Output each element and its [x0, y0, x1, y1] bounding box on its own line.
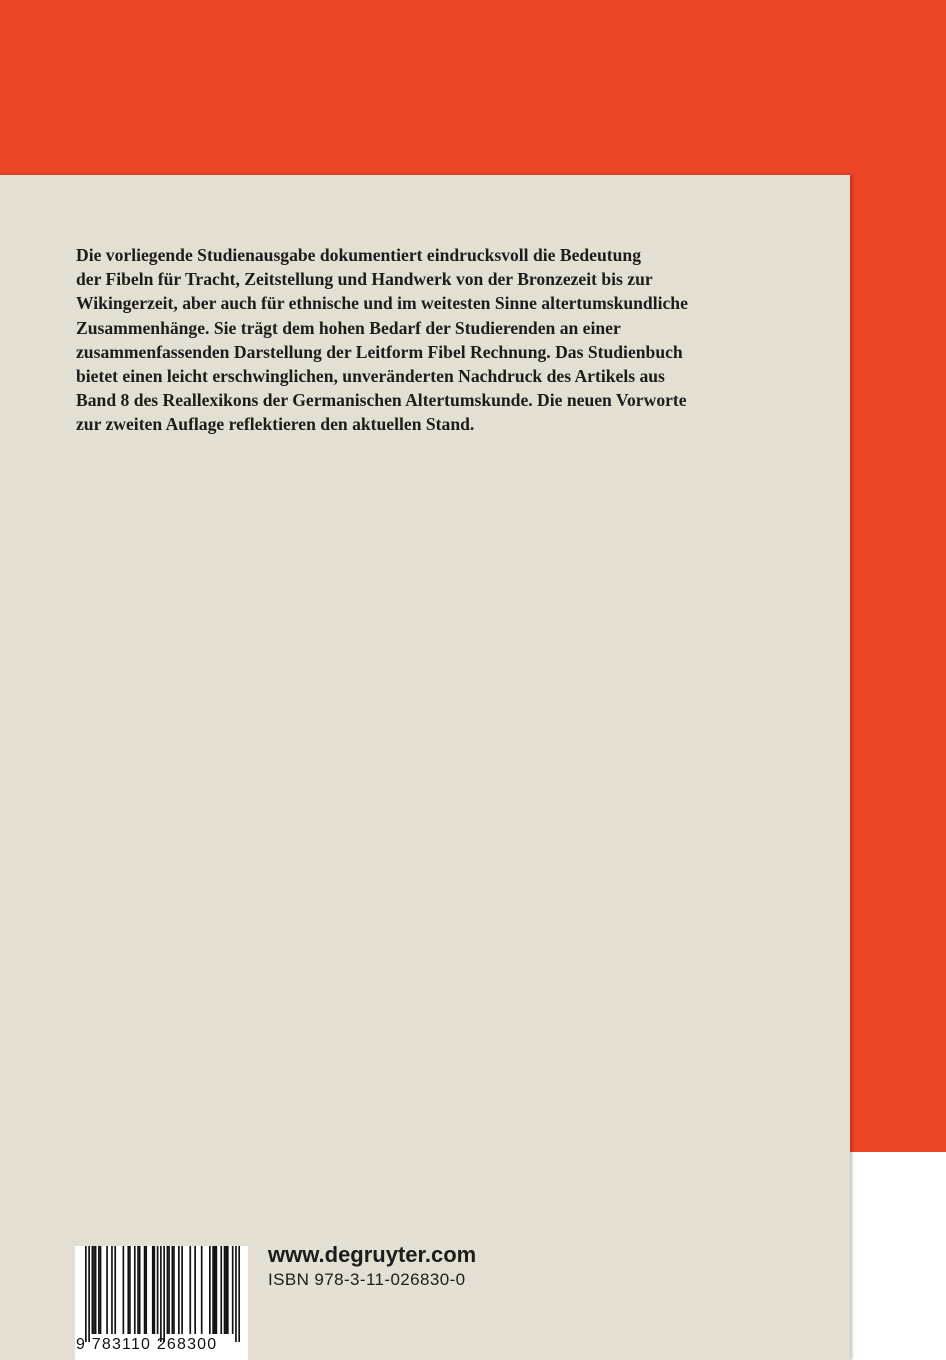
description-line: der Fibeln für Tracht, Zeitstellung und Handwerk von der Bronzezeit bis zur	[76, 269, 653, 290]
barcode-bar	[171, 1246, 173, 1334]
barcode-bar	[168, 1246, 170, 1334]
barcode-bar	[98, 1246, 100, 1334]
book-description	[76, 243, 796, 437]
description-line: Band 8 des Reallexikons der Germanischen Altertumskunde. Die neuen Vorworte	[76, 390, 687, 411]
barcode-bar	[114, 1246, 116, 1334]
barcode-bar	[85, 1246, 87, 1342]
barcode-digits: 9 783110 268300	[76, 1336, 218, 1353]
barcode-bar	[238, 1246, 240, 1342]
barcode-bar	[214, 1246, 216, 1334]
barcode-bar	[88, 1246, 90, 1342]
barcode-bar	[224, 1246, 226, 1334]
barcode-bar	[123, 1246, 125, 1334]
isbn-barcode	[75, 1246, 248, 1360]
barcode-bar	[144, 1246, 146, 1334]
barcode-bar	[134, 1246, 136, 1334]
barcode-bar	[92, 1246, 94, 1334]
description-line: Die vorliegende Studienausgabe dokumentiert eindrucksvoll die Bedeutung	[76, 245, 642, 265]
barcode-bar	[212, 1246, 214, 1334]
barcode-bar	[127, 1246, 129, 1334]
isbn-number: ISBN 978-3-11-026830-0	[268, 1270, 466, 1289]
barcode-bar	[145, 1246, 147, 1334]
barcode-bar	[139, 1246, 141, 1334]
barcode-bar	[181, 1246, 183, 1334]
barcode-bar	[137, 1246, 139, 1334]
barcode-bar	[93, 1246, 95, 1334]
publisher-url[interactable]: www.degruyter.com	[268, 1242, 477, 1267]
barcode-bar	[232, 1246, 234, 1334]
barcode-bar	[129, 1246, 131, 1334]
barcode-bar	[235, 1246, 237, 1342]
barcode-bar	[157, 1246, 159, 1334]
barcode-bar	[189, 1246, 191, 1334]
barcode-bar	[220, 1246, 222, 1334]
description-line: Zusammenhänge. Sie trägt dem hohen Bedarf der Studierenden an einer	[76, 317, 621, 338]
barcode-bar	[95, 1246, 97, 1334]
barcode-bar	[173, 1246, 175, 1334]
barcode-bar	[160, 1246, 162, 1342]
barcode-bar	[225, 1246, 227, 1334]
barcode-bar	[163, 1246, 165, 1342]
description-line: zur zweiten Auflage reflektieren den aktuellen Stand.	[76, 414, 475, 435]
barcode-bar	[194, 1246, 196, 1334]
barcode-bar	[106, 1246, 108, 1334]
barcode-bar	[209, 1246, 211, 1334]
description-line: Wikingerzeit, aber auch für ethnische und im weitesten Sinne altertumskundliche	[76, 293, 688, 314]
barcode-bar	[154, 1246, 156, 1334]
description-line: bietet einen leicht erschwinglichen, unveränderten Nachdruck des Artikels aus	[76, 366, 665, 387]
barcode-icon	[85, 1246, 240, 1342]
barcode-bar	[152, 1246, 154, 1334]
barcode-bar	[111, 1246, 113, 1334]
description-line: zusammenfassenden Darstellung der Leitform Fibel Rechnung. Das Studienbuch	[76, 341, 683, 362]
barcode-bar	[216, 1246, 218, 1334]
barcode-bar	[227, 1246, 229, 1334]
barcode-bar	[100, 1246, 102, 1334]
barcode-bar	[178, 1246, 180, 1334]
barcode-bar	[167, 1246, 169, 1334]
barcode-bar	[201, 1246, 203, 1334]
